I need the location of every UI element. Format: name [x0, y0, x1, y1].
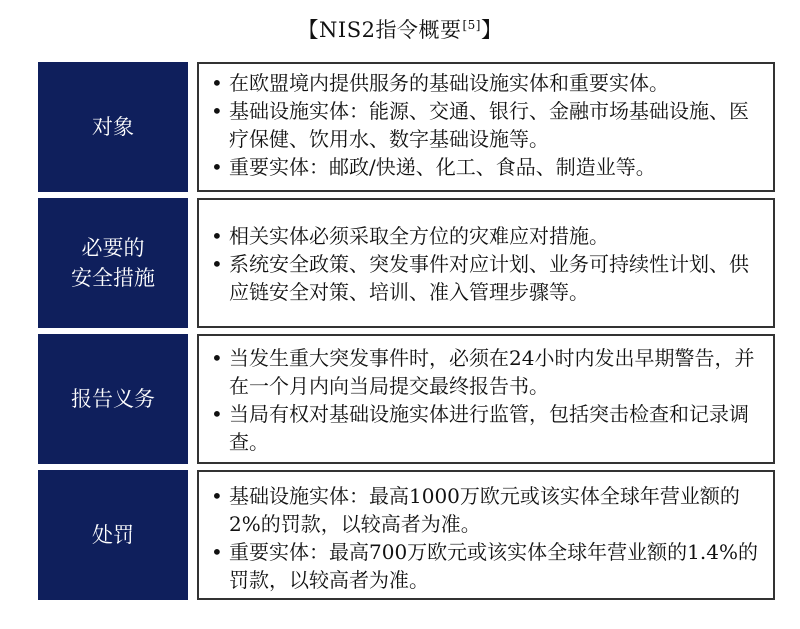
- section-label-text: 对象: [92, 115, 134, 139]
- section-content-security-measures: [197, 198, 775, 328]
- section-scope: [38, 62, 775, 192]
- title-close-bracket: 】: [480, 18, 503, 42]
- section-label-text: 处罚: [92, 523, 134, 547]
- section-label-reporting-obligations: [38, 334, 188, 464]
- title-text: 【NIS2指令概要: [297, 18, 462, 42]
- bullet-item: • 系统安全政策、突发事件对应计划、业务可持续性计划、供应链安全对策、培训、准入管理步骤等。: [209, 250, 765, 306]
- page-title: [0, 10, 800, 45]
- bullet-item: • 当局有权对基础设施实体进行监管，包括突击检查和记录调查。: [209, 400, 765, 456]
- section-label-text: 报告义务: [71, 387, 155, 411]
- section-label-scope: [38, 62, 188, 192]
- bullet-item: • 当发生重大突发事件时，必须在24小时内发出早期警告，并在一个月内向当局提交最终报告书。: [209, 344, 765, 400]
- section-label-penalties: [38, 470, 188, 600]
- bullet-list: [209, 482, 765, 594]
- section-content-scope: [197, 62, 775, 192]
- bullet-list: [209, 344, 765, 456]
- bullet-item: • 相关实体必须采取全方位的灾难应对措施。: [209, 222, 765, 250]
- section-label-security-measures: [38, 198, 188, 328]
- section-content-reporting-obligations: [197, 334, 775, 464]
- bullet-list: [209, 222, 765, 306]
- bullet-item: • 基础设施实体：最高1000万欧元或该实体全球年营业额的2%的罚款，以较高者为准。: [209, 482, 765, 538]
- title-reference: [5]: [462, 18, 481, 32]
- bullet-item: • 基础设施实体：能源、交通、银行、金融市场基础设施、医疗保健、饮用水、数字基础设施等。: [209, 97, 765, 153]
- section-label-text: 安全措施: [71, 266, 155, 290]
- section-security-measures: [38, 198, 775, 328]
- bullet-item: • 重要实体：最高700万欧元或该实体全球年营业额的1.4%的罚款，以较高者为准。: [209, 538, 765, 594]
- bullet-item: • 重要实体：邮政/快递、化工、食品、制造业等。: [209, 153, 765, 181]
- section-penalties: [38, 470, 775, 600]
- section-label-text: 必要的: [81, 236, 145, 260]
- section-content-penalties: [197, 470, 775, 600]
- bullet-list: [209, 69, 765, 181]
- section-reporting-obligations: [38, 334, 775, 464]
- bullet-item: • 在欧盟境内提供服务的基础设施实体和重要实体。: [209, 69, 765, 97]
